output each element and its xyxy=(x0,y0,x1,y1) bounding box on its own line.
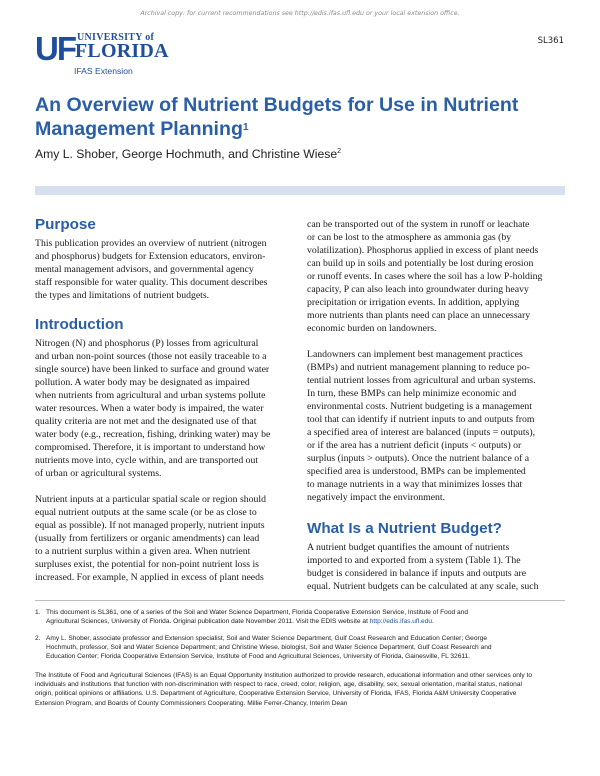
title-divider-bar xyxy=(35,186,565,195)
text-line: A nutrient budget quantifies the amount of nutrients xyxy=(307,542,510,553)
text-line: This publication provides an overview of nutrient (nitrogen xyxy=(35,238,267,249)
introduction-paragraph-1 xyxy=(35,337,297,480)
text-line: Nutrient inputs at a particular spatial scale or region should xyxy=(35,494,266,505)
purpose-heading: Purpose xyxy=(35,216,96,233)
text-line: environmental costs. Nutrient budgeting is a management xyxy=(307,401,533,412)
text-line: Hochmuth, professor, Soil and Water Science Department; and Christine Wiese, biologist, Soil and Water Science Department, Gulf Coast Research and xyxy=(46,644,492,652)
text-line: (BMPs) and nutrient management planning to reduce po- xyxy=(307,362,530,373)
text-line: pollution. A water body may be designated as impaired xyxy=(35,377,250,388)
text-line: to a nutrient surplus within a given area. When nutrient xyxy=(35,546,251,557)
text-line: specified area is understood, BMPs can be implemented xyxy=(307,466,526,477)
right-paragraph-1 xyxy=(307,218,569,335)
logo-university-of: UNIVERSITY of xyxy=(77,32,155,43)
text-line: nutrients move into, cycle within, and are transported out xyxy=(35,455,259,466)
text-line: compromised. Therefore, it is important to understand how xyxy=(35,442,266,453)
text-line: can be transported out of the system in runoff or leachate xyxy=(307,219,530,230)
text-line: Landowners can implement best management practices xyxy=(307,349,523,360)
title-footnote-mark: 1 xyxy=(242,122,249,133)
title-line-2 xyxy=(35,117,535,141)
edis-link[interactable]: http://edis.ifas.ufl.edu xyxy=(369,618,433,626)
text-line: equal as possible). If not managed properly, nutrient inputs xyxy=(35,520,265,531)
authors-footnote-mark: 2 xyxy=(337,147,342,155)
text-line: the types and limitations of nutrient budgets. xyxy=(35,290,210,301)
footnote-divider xyxy=(35,600,565,601)
title-line-1: An Overview of Nutrient Budgets for Use in Nutrient xyxy=(35,94,519,116)
text-line: (usually from fertilizers or organic amendments) can lead xyxy=(35,533,260,544)
text-line: quality criteria are not met and the designated use of that xyxy=(35,416,257,427)
logo-ifas-extension: IFAS Extension xyxy=(74,66,133,76)
text-line: The Institute of Food and Agricultural Sciences (IFAS) is an Equal Opportunity Institution authorized to provide research, educational information and other services only to xyxy=(35,672,532,679)
text-line: increased. For example, N applied in excess of plant needs xyxy=(35,572,264,583)
right-paragraph-2 xyxy=(307,348,569,504)
text-line: can build up in soils and potentially be lost during erosion xyxy=(307,258,534,269)
text-line: origin, political opinions or affiliations. U.S. Department of Agriculture, Cooperative Extension Service, University of Florida, IFAS, Florida A&M University Cooperative xyxy=(35,690,517,698)
text-line: water body (e.g., recreation, fishing, drinking water) may be xyxy=(35,429,271,440)
footnote-1-text: Agricultural Sciences, University of Florida. Original publication date November 2011. Visit the EDIS website at xyxy=(46,618,370,626)
text-line: single source) have been linked to surface and ground water xyxy=(35,364,270,375)
footnote-2-number: 2. xyxy=(35,635,41,642)
text-line: equal nutrient outputs at the same scale (or be as close to xyxy=(35,507,257,518)
title-line-2-text: Management Planning xyxy=(35,118,243,140)
text-line: volatilization). Phosphorus applied in excess of plant needs xyxy=(307,245,539,256)
text-line xyxy=(46,617,565,626)
text-line: tential nutrient losses from agricultural and urban systems. xyxy=(307,375,536,386)
text-line: and phosphorus) budgets for Extension educators, environ- xyxy=(35,251,266,262)
text-line: mental management advisors, and governmental agency xyxy=(35,264,254,275)
text-line: and urban non-point sources (those not easily traceable to a xyxy=(35,351,267,362)
text-line: Nitrogen (N) and phosphorus (P) losses from agricultural xyxy=(35,338,259,349)
text-line: imported to and exported from a system (Table 1). The xyxy=(307,555,521,566)
archive-notice: Archival copy: for current recommendations see http://edis.ifas.ufl.edu or your local extension office. xyxy=(140,10,460,17)
text-line: of urban or agricultural systems. xyxy=(35,468,162,479)
text-line: surplus (inputs > outputs). Once the nutrient balance of a xyxy=(307,453,530,464)
page-title xyxy=(35,93,535,141)
text-line: when nutrients from agricultural and urban systems pollute xyxy=(35,390,266,401)
uf-monogram: UF xyxy=(35,30,75,67)
text-line: In turn, these BMPs can help minimize economic and xyxy=(307,388,517,399)
text-line: equal. Nutrient budgets can be calculated at any scale, such xyxy=(307,581,539,592)
text-line: economic burden on landowners. xyxy=(307,323,437,334)
footnote-2 xyxy=(35,634,565,662)
text-line: Amy L. Shober, associate professor and Extension specialist, Soil and Water Science Department, Gulf Coast Research and Education Center; George xyxy=(46,635,488,642)
text-line: Education Center; Florida Cooperative Extension Service, Institute of Food and Agricultural Sciences, University of Florida, Gainesville, FL 32611. xyxy=(46,653,471,661)
text-line: a specified area of interest are balanced (inputs = outputs), xyxy=(307,427,536,438)
text-line: budget is considered in balance if inputs and outputs are xyxy=(307,568,527,579)
logo-florida: FLORIDA xyxy=(75,40,169,62)
text-line: negatively impact the environment. xyxy=(307,492,446,503)
text-line: Extension Program, and Boards of County Commissioners Cooperating. Millie Ferrer-Chancy, Interim Dean xyxy=(35,699,348,707)
text-line: or can be lost to the atmosphere as ammonia gas (by xyxy=(307,232,512,243)
right-paragraph-3 xyxy=(307,541,569,593)
equal-opportunity-statement xyxy=(35,671,565,708)
introduction-heading: Introduction xyxy=(35,316,124,333)
text-line: individuals and institutions that function with non-discrimination with respect to race, creed, color, religion, age, disability, sex, sexual orientation, marital status, national xyxy=(35,681,522,689)
text-line: tool that can identify if nutrient inputs to and outputs from xyxy=(307,414,535,425)
authors-text: Amy L. Shober, George Hochmuth, and Christine Wiese xyxy=(35,147,338,161)
authors xyxy=(35,147,341,161)
introduction-paragraph-2 xyxy=(35,493,297,584)
text-line: to manage nutrients in a way that minimizes losses that xyxy=(307,479,523,490)
text-line: staff responsible for water quality. This document describes xyxy=(35,277,268,288)
footnote-1 xyxy=(35,608,565,626)
text-line: water resources. When a water body is impaired, the water xyxy=(35,403,264,414)
footnote-1-number: 1. xyxy=(35,609,41,616)
text-line: surpluses exist, the potential for non-point nutrient loss is xyxy=(35,559,259,570)
document-number: SL361 xyxy=(537,36,564,46)
text-line: or runoff events. In cases where the soil has a low P-holding xyxy=(307,271,543,282)
text-line: more nutrients than plants need can place an unnecessary xyxy=(307,310,531,321)
text-line: This document is SL361, one of a series of the Soil and Water Science Department, Florida Cooperative Extension Service, Institute of Food and xyxy=(46,609,468,616)
text-line: or if the area has a nutrient deficit (inputs < outputs) or xyxy=(307,440,522,451)
purpose-paragraph xyxy=(35,237,297,302)
nutrient-budget-heading: What Is a Nutrient Budget? xyxy=(307,520,502,537)
text-line: precipitation or irrigation events. In addition, applying xyxy=(307,297,520,308)
footnote-1-period: . xyxy=(432,618,434,626)
text-line: capacity, P can also leach into groundwater during heavy xyxy=(307,284,529,295)
